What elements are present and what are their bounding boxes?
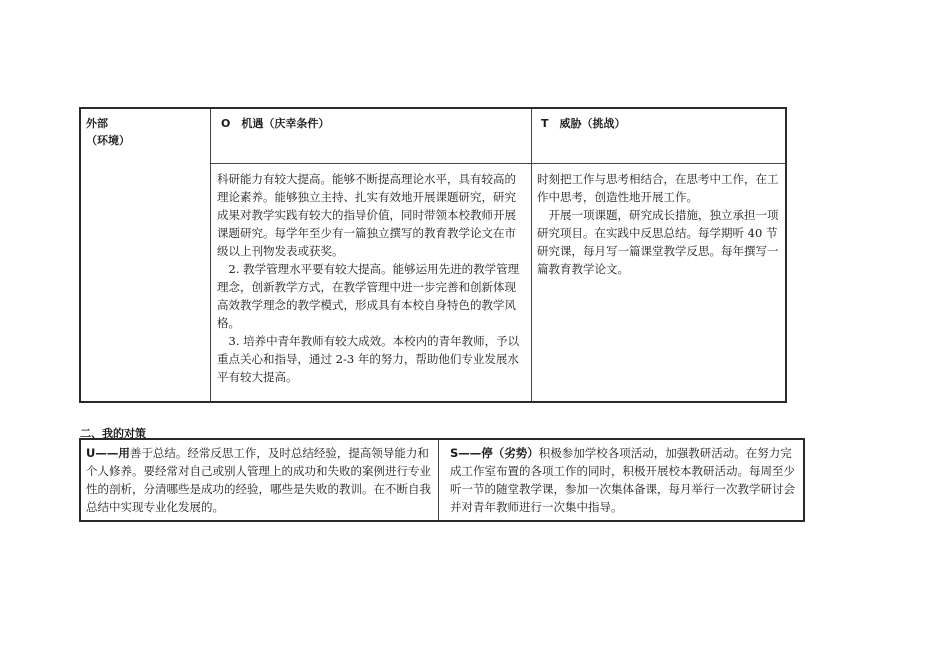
strategy-left-lead: U——用 (86, 446, 130, 460)
column-divider-1 (210, 109, 211, 401)
strategy-table (79, 438, 805, 522)
strategy-right-text: 积极参加学校各项活动，加强教研活动。在努力完成工作室布置的各项工作的同时，积极开展校本教研活动。每周至少听一节的随堂教学课，参加一次集体备课，每月举行一次教学研讨会并对青年教师进行一次集中指导。 (450, 446, 795, 514)
opportunity-paragraph-1: 科研能力有较大提高。能够不断提高理论水平，具有较高的理论素养。能够独立主持、扎实有效地开展课题研究，研究成果对教学实践有较大的指导价值，同时带领本校教师开展课题研究。每学年至少有一篇独立撰写的教育教学论文在市级以上刊物发表或获奖。 (217, 172, 516, 258)
threat-paragraph-2: 开展一项课题，研究成长措施，独立承担一项研究项目。在实践中反思总结。每学期听 40 节研究课，每月写一篇课堂教学反思。每年撰写一篇教育教学论文。 (537, 208, 779, 276)
external-label: 外部 (86, 117, 108, 130)
opportunity-content (217, 170, 526, 386)
threat-header: T 威胁（挑战） (541, 117, 626, 130)
opportunity-header: O 机遇（庆幸条件） (221, 117, 330, 130)
strategy-left-cell (86, 444, 434, 516)
external-sublabel: （环境） (86, 134, 130, 147)
opportunity-paragraph-2: 2. 教学管理水平要有较大提高。能够运用先进的教学管理理念，创新教学方式，在教学管理中进一步完善和创新体现高效教学理念的教学模式，形成具有本校自身特色的教学风格。 (217, 262, 520, 330)
external-environment-table (79, 107, 787, 403)
section-title: 二、我的对策 (80, 427, 146, 440)
external-label-cell (86, 115, 201, 149)
column-divider-2 (531, 109, 532, 401)
strategy-right-lead: S——停（劣势） (450, 446, 539, 460)
strategy-column-divider (438, 440, 439, 520)
threat-paragraph-1: 时刻把工作与思考相结合，在思考中工作，在工作中思考，创造性地开展工作。 (537, 172, 779, 204)
opportunity-paragraph-3: 3. 培养中青年教师有较大成效。本校内的青年教师，予以重点关心和指导，通过 2-3 年的努力，帮助他们专业发展水平有较大提高。 (217, 334, 520, 384)
threat-content (537, 170, 783, 278)
strategy-right-cell (450, 444, 799, 516)
row-divider (210, 163, 785, 164)
strategy-left-text: 善于总结。经常反思工作，及时总结经验，提高领导能力和个人修养。要经常对自己或别人管理上的成功和失败的案例进行专业性的剖析，分清哪些是成功的经验，哪些是失败的教训。在不断自我总结中实现专业化发展的。 (86, 446, 431, 514)
